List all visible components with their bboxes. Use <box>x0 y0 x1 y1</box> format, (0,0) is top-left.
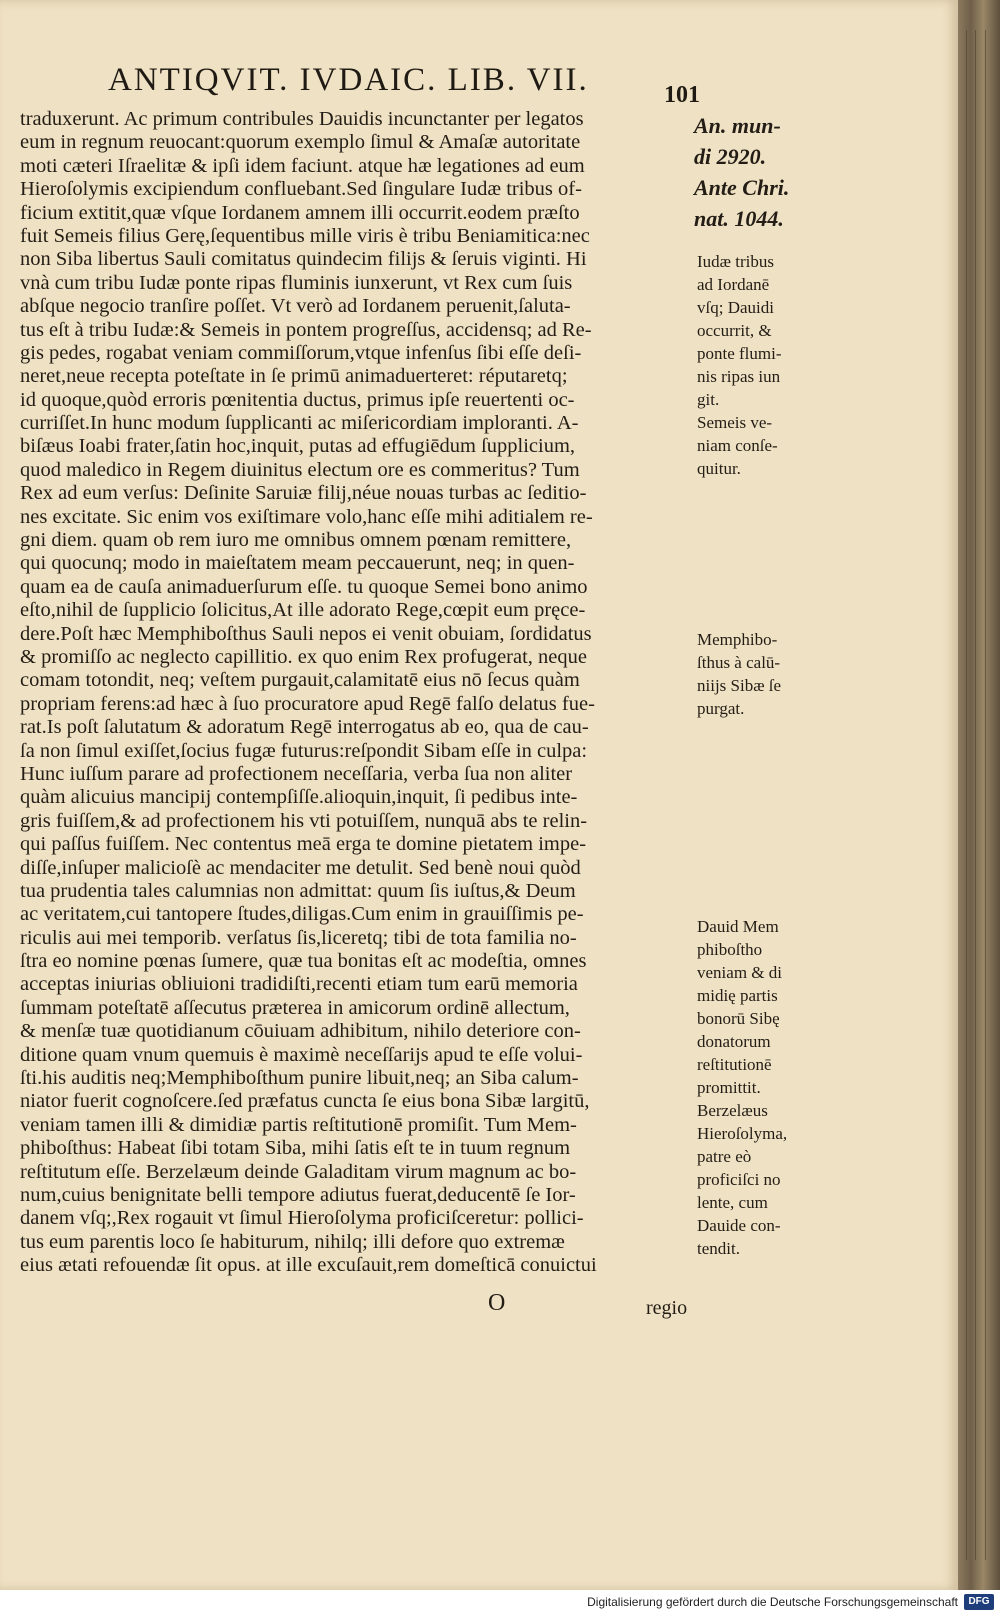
text-line: comam totondit, neq; veſtem purgauit,calamitatē eius nō ſecus quàm <box>20 669 580 692</box>
margin-note-line: niijs Sibæ ſe <box>697 676 782 695</box>
text-line: qui quocunq; modo in maieſtatem meam peccauerunt, neq; in quen- <box>20 552 575 575</box>
main-text-block <box>20 108 686 1278</box>
margin-note-line: nis ripas iun <box>697 367 781 386</box>
text-line: riculis aui mei temporib. verſatus ſis,liceretq; tibi de tota familia no- <box>20 926 577 949</box>
margin-note-line: donatorum <box>697 1032 771 1051</box>
text-line: tus eum parentis loco ſe habiturum, nihilq; illi defore quo extremæ <box>20 1230 565 1253</box>
text-line: tus eſt à tribu Iudæ:& Semeis in pontem progreſſus, accidensq; ad Re- <box>20 318 592 341</box>
margin-note-line: bonorū Sibę <box>697 1009 780 1028</box>
text-line: ſtra eo nomine pœnas ſumere, quæ tua bonitas eſt ac modeſtia, omnes <box>20 950 587 973</box>
text-line: & menſæ tuæ quotidianum cōuiuam adhibitum, nihilo deteriore con- <box>20 1020 581 1043</box>
text-line: dere.Poſt hæc Memphiboſthus Sauli nepos ei venit obuiam, ſordidatus <box>20 622 592 645</box>
signature-mark: O <box>488 1290 506 1316</box>
margin-note-line: promittit. <box>697 1078 761 1097</box>
margin-note-line: Ante Chri. <box>694 175 790 200</box>
text-line: neret,neue recepta poteſtate in ſe primū animaduerteret: réputaretq; <box>20 365 568 388</box>
margin-note-line: veniam & di <box>697 963 782 982</box>
text-line: ſti.his auditis neq;Memphiboſthum punire libuit,neq; an Siba calum- <box>20 1067 579 1090</box>
text-line: traduxerunt. Ac primum contribules Dauidis incunctanter per legatos <box>20 108 584 130</box>
margin-note-line: Memphibo- <box>697 630 778 649</box>
text-line: rat.Is poſt ſalutatum & adoratum Regē interrogatus ab eo, qua de cau- <box>20 716 589 739</box>
text-line: qui paſſus fuiſſem. Nec contentus meā erga te domine pietatem impe- <box>20 833 587 856</box>
margin-note-line: ponte flumi- <box>697 344 782 363</box>
text-line: moti cæteri Iſraelitæ & ipſi idem faciunt. atque hæ legationes ad eum <box>20 154 585 177</box>
margin-note-line: Dauid Mem <box>697 917 779 936</box>
text-line: non Siba libertus Sauli comitatus quindecim filijs & ſeruis viginti. Hi <box>20 248 587 271</box>
margin-note-line: tendit. <box>697 1239 740 1258</box>
text-line: gni diem. quam ob rem iuro me omnibus omnem pœnam remittere, <box>20 529 572 552</box>
margin-note-line: ſthus à calū- <box>697 653 781 672</box>
text-line: propriam ferens:ad hæc à ſuo procuratore apud Regē falſo delatus fue- <box>20 692 595 715</box>
text-line: quod maledico in Regem diuinitus electum ore es commeritus? Tum <box>20 458 580 481</box>
text-line: gris fuiſſem,& ad profectionem his vti potuiſſem, nunquā abs te relin- <box>20 809 588 832</box>
margin-note-line: quitur. <box>697 459 741 478</box>
text-line: tua prudentia tales calumnias non admittat: quum ſis iuſtus,& Deum <box>20 879 576 902</box>
text-line: ſummam poteſtatē aſſecutus præterea in amicorum ordinē allectum, <box>20 996 570 1019</box>
page-edge <box>958 0 1000 1590</box>
text-line: phiboſthus: Habeat ſibi totam Siba, mihi ſatis eſt te in tuum regnum <box>20 1137 571 1160</box>
margin-note-line: reſtitutionē <box>697 1055 772 1074</box>
margin-note-semeis <box>697 411 825 480</box>
margin-note-line: phiboſtho <box>697 940 763 959</box>
text-line: eius ætati refouendæ ſit opus. at ille excuſauit,rem domeſticā conuictui <box>20 1254 597 1277</box>
text-line: ficium extitit,quæ vſque Iordanem amnem illi occurrit.eodem præſto <box>20 201 580 224</box>
margin-note-line: vſq; Dauidi <box>697 298 774 317</box>
text-line: ditione quam vnum quemuis è maximè neceſſarijs apud te eſſe volui- <box>20 1043 583 1066</box>
text-line: ſa non ſimul exiſſet,ſocius fugæ futurus:reſpondit Sibam eſſe in culpa: <box>20 739 588 762</box>
margin-note-line: proficiſci no <box>697 1170 781 1189</box>
text-line: quam ea de cauſa animaduerſurum eſſe. tu quoque Semei bono animo <box>20 575 588 598</box>
text-line: gis pedes, rogabat veniam commiſſorum,vtque infenſus ſibi eſſe deſi- <box>20 341 582 364</box>
margin-note-line: lente, cum <box>697 1193 768 1212</box>
text-line: ac veritatem,cui tantopere ſtudes,diligas.Cum enim in grauiſſimis pe- <box>20 903 584 926</box>
page-number: 101 <box>664 82 700 108</box>
margin-note-line: midię partis <box>697 986 778 1005</box>
text-line: acceptas iniurias obliuioni tradidiſti,recenti etiam tum earū memoria <box>20 973 578 996</box>
text-line: diſſe,inſuper malicioſè ac mendaciter me detulit. Sed benè noui quòd <box>20 856 581 879</box>
catchword: regio <box>646 1297 688 1319</box>
margin-note-david <box>697 915 825 1260</box>
margin-note-line: Iudæ tribus <box>697 252 774 271</box>
margin-note-line: occurrit, & <box>697 321 772 340</box>
running-head: ANTIQVIT. IVDAIC. LIB. VII. <box>108 62 589 98</box>
text-line: danem vſq;,Rex rogauit vt ſimul Hieroſolyma proficiſceretur: pollici- <box>20 1207 584 1230</box>
text-line: biſæus Ioabi frater,ſatin hoc,inquit, putas ad effugiēdum ſupplicium, <box>20 435 576 458</box>
margin-note-line: Semeis ve- <box>697 413 773 432</box>
text-line: num,cuius benignitate belli tempore adiutus fuerat,deducentē ſe Ior- <box>20 1183 576 1206</box>
text-line: niator fuerit cognoſcere.ſed præfatus cuncta ſe eius bona Sibæ largitū, <box>20 1090 590 1113</box>
margin-note-line: An. mun- <box>694 113 781 138</box>
margin-note-judah <box>697 250 825 411</box>
margin-note-line: di 2920. <box>694 144 767 169</box>
text-line: quàm alicuius mancipij contempſiſſe.alioquin,inquit, ſi pedibus inte- <box>20 786 578 809</box>
footer-bar <box>0 1590 1000 1616</box>
margin-note-year <box>694 110 822 234</box>
margin-note-memphibosthus <box>697 628 825 720</box>
margin-note-line: Hieroſolyma, <box>697 1124 788 1143</box>
text-line: vnà cum tribu Iudæ ponte ripas fluminis iunxerunt, vt Rex cum ſuis <box>20 271 573 294</box>
text-line: & promiſſo ac neglecto capillitio. ex quo enim Rex profugerat, neque <box>20 645 587 668</box>
margin-note-line: niam conſe- <box>697 436 778 455</box>
text-line: Rex ad eum verſus: Deſinite Saruiæ filij,néue nouas turbas ac ſeditio- <box>20 482 587 505</box>
text-line: abſque negocio tranſire poſſet. Vt verò ad Iordanem peruenit,ſaluta- <box>20 295 571 318</box>
text-line: veniam tamen illi & dimidiæ partis reſtitutionē promiſit. Tum Mem- <box>20 1113 577 1136</box>
text-line: nes excitate. Sic enim vos exiſtimare volo,hanc eſſe mihi aditialem re- <box>20 505 593 528</box>
dfg-logo-icon: DFG <box>964 1594 994 1610</box>
text-line: eum in regnum reuocant:quorum exemplo ſimul & Amaſæ autoritate <box>20 131 581 154</box>
text-line: Hieroſolymis excipiendum confluebant.Sed ſingulare Iudæ tribus of- <box>20 178 582 201</box>
text-line: fuit Semeis filius Gerę,ſequentibus mille viris è tribu Beniamitica:nec <box>20 224 590 247</box>
margin-note-line: Dauide con- <box>697 1216 781 1235</box>
margin-note-line: Berzelæus <box>697 1101 768 1120</box>
margin-note-line: git. <box>697 390 720 409</box>
text-line: eſto,nihil de ſupplicio ſolicitus,At ille adorato Rege,cœpit eum pręce- <box>20 599 586 622</box>
margin-note-line: patre eò <box>697 1147 752 1166</box>
text-line: Hunc iuſſum parare ad profectionem neceſſaria, verba ſua non aliter <box>20 762 573 785</box>
margin-note-line: purgat. <box>697 699 745 718</box>
margin-note-line: nat. 1044. <box>694 206 784 231</box>
margin-note-line: ad Iordanē <box>697 275 770 294</box>
text-line: id quoque,quòd erroris pœnitentia ductus, primus ipſe reuertenti oc- <box>20 388 575 411</box>
footer-credit: Digitalisierung gefördert durch die Deutsche Forschungsgemeinschaft <box>587 1595 958 1609</box>
text-line: reſtitutum eſſe. Berzelæum deinde Galaditam virum magnum ac bo- <box>20 1160 577 1183</box>
text-line: curriſſet.In hunc modum ſupplicanti ac miſericordiam imploranti. A- <box>20 412 579 435</box>
